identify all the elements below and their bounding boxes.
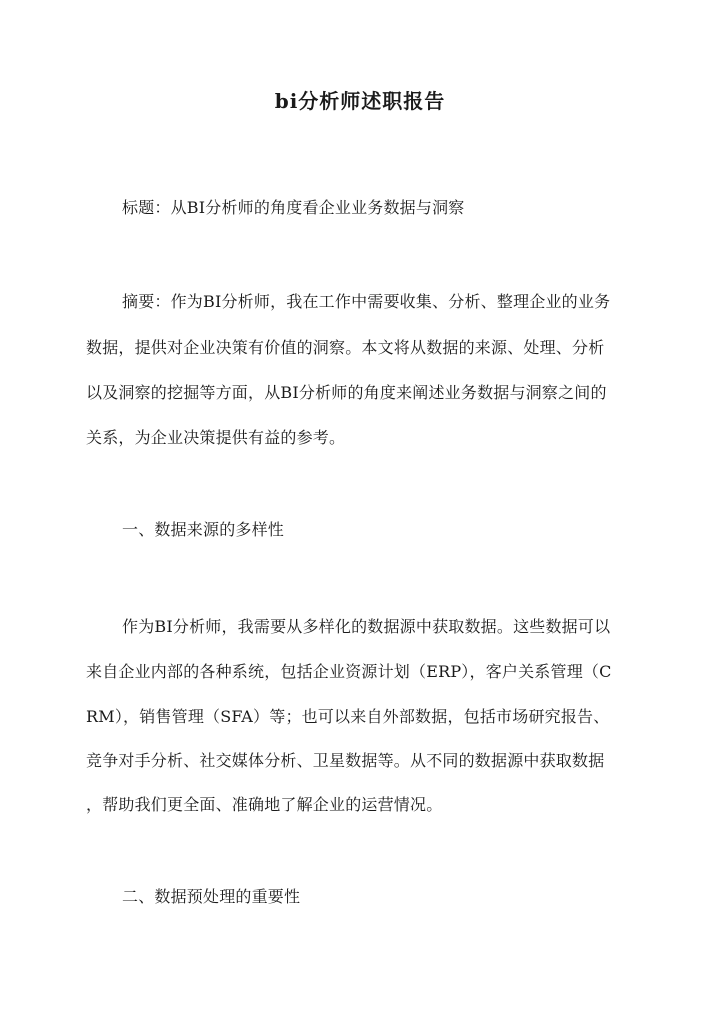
subtitle-line: 标题：从BI分析师的角度看企业业务数据与洞察 [122,198,465,217]
section-paragraph-line: 作为BI分析师，我需要从多样化的数据源中获取数据。这些数据可以 [122,617,611,636]
abstract-line: 关系，为企业决策提供有益的参考。 [86,428,346,447]
section-paragraph-line: RM），销售管理（SFA）等；也可以来自外部数据，包括市场研究报告、 [86,707,610,726]
abstract-line: 摘要：作为BI分析师，我在工作中需要收集、分析、整理企业的业务 [122,292,611,311]
section-paragraph-line: 来自企业内部的各种系统，包括企业资源计划（ERP），客户关系管理（C [86,662,612,681]
section-heading: 一、数据来源的多样性 [122,520,285,539]
document-title: bi分析师述职报告 [274,89,446,113]
abstract-line: 数据，提供对企业决策有价值的洞察。本文将从数据的来源、处理、分析 [86,338,605,357]
abstract-line: 以及洞察的挖掘等方面，从BI分析师的角度来阐述业务数据与洞察之间的 [86,383,607,402]
section-paragraph-line: ，帮助我们更全面、准确地了解企业的运营情况。 [86,795,443,814]
section-heading: 二、数据预处理的重要性 [122,887,301,906]
section-paragraph-line: 竞争对手分析、社交媒体分析、卫星数据等。从不同的数据源中获取数据 [86,751,605,770]
